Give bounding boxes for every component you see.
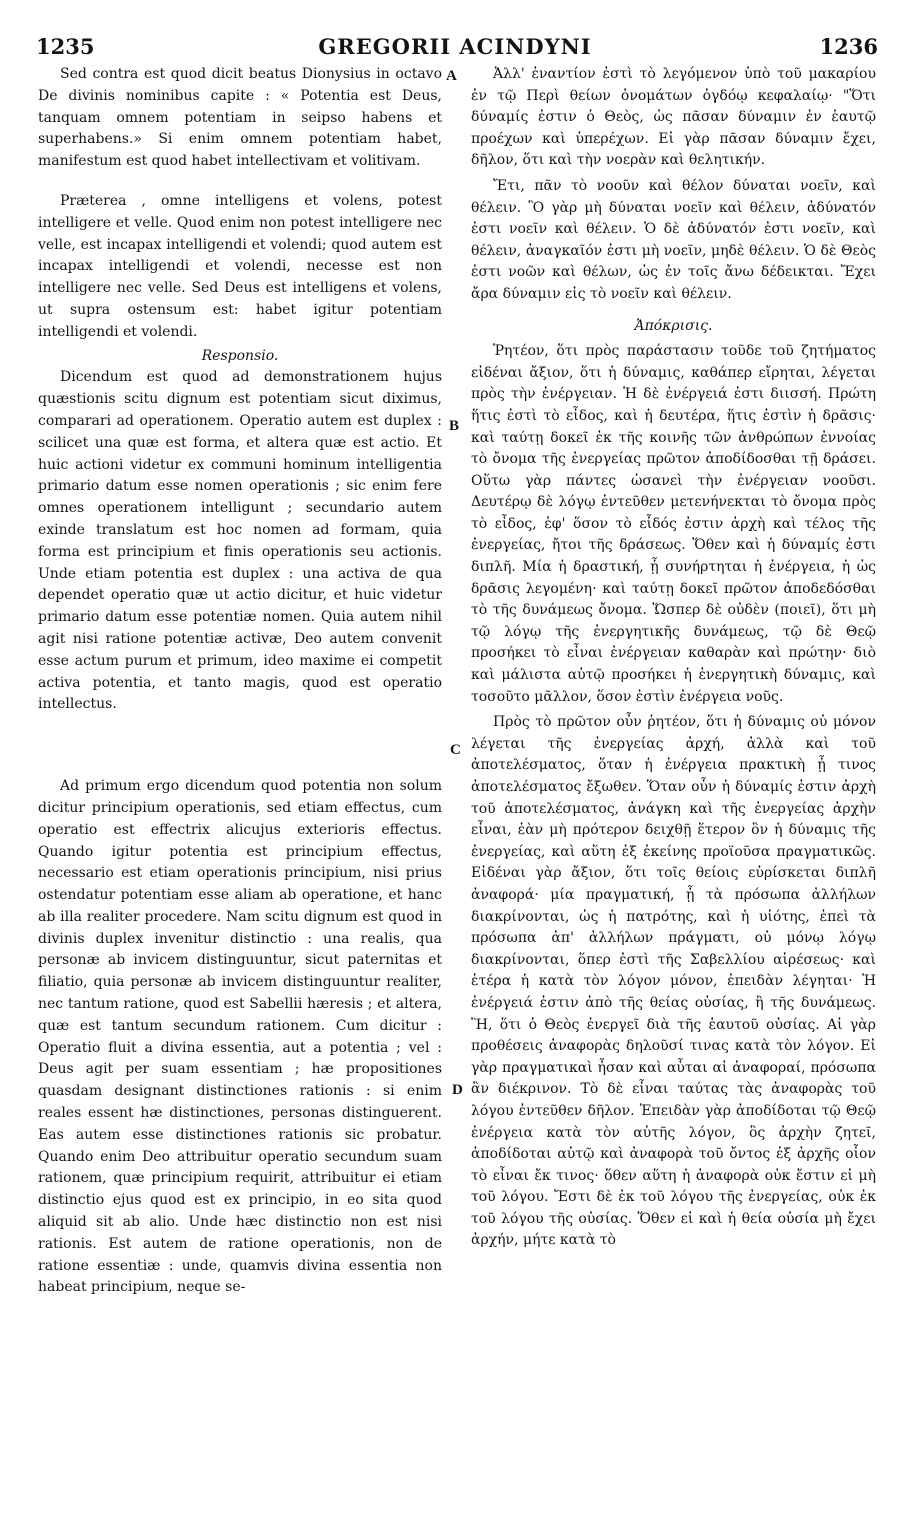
latin-responsio-heading: Responsio. xyxy=(201,347,279,364)
greek-eti: Ἔτι, πᾶν τὸ νοοῦν καὶ θέλον δύναται νοεῖν, καὶ θέλειν. Ὃ γὰρ μὴ δύναται νοεῖν καὶ θέλειν, ἀδύνατόν ἐστι νοεῖν καὶ θέλειν. Ὁ δὲ ἀδύνατόν ἐστι νοεῖν, καὶ θέλειν, ἀναγκαῖόν ἐστι μὴ νοεῖν, μηδὲ θέλειν. Ὁ δὲ Θεὸς ἐστι νοῶν καὶ θέλων, ὡς ἐν τοῖς ἄνω δέδεικται. Ἔχει ἄρα δύναμιν εἰς τὸ νοεῖν καὶ θέλειν. xyxy=(471,177,876,302)
greek-column xyxy=(471,64,876,1252)
latin-column xyxy=(38,64,442,1299)
section-marker-c: C xyxy=(450,742,461,758)
greek-pros-to-proton: Πρὸς τὸ πρῶτον οὖν ῥητέον, ὅτι ἡ δύναμις οὐ μόνον λέγεται τῆς ἐνεργείας ἀρχή, ἀλλὰ καὶ τοῦ ἀποτελέσματος, ὅταν ἡ ἐνέργεια πρακτικὴ ᾖ τινος ἀποτελέσματος ἔξωθεν. Ὅταν οὖν ἡ δύναμίς ἐστιν ἀρχὴ τοῦ ἀποτελέσματος, ἀνάγκη καὶ τῆς ἐνεργείας ἀρχὴν εἶναι, ἐὰν μὴ πρότερον δειχθῇ ἕτερον ὂν ἡ δύναμις τῆς ἐνεργείας, καὶ αὕτη ἐξ ἐκείνης προϊοῦσα πραγματικῶς. Εἰδέναι γὰρ ἄξιον, ὅτι τοῖς θείοις εὑρίσκεται διπλῆ ἀναφορά· μία πραγματική, ᾗ τὰ πρόσωπα ἀλλήλων διακρίνονται, ὡς ἡ πατρότης, καὶ ἡ υἱότης, ἐπεὶ τὰ πρόσωπα ἀπ' ἀλλήλων πράγματι, οὐ μόνῳ λόγῳ διακρίνονται, ὅπερ ἐστὶ τῆς Σαβελλίου αἱρέσεως· καὶ ἑτέρα ἡ κατὰ τὸν λόγον μόνον, ἐπειδὰν λέγηται· Ἡ ἐνέργειά ἐστιν ἀπὸ τῆς θείας οὐσίας, ἢ τῆς δυνάμεως. Ἢ, ὅτι ὁ Θεὸς ἐνεργεῖ διὰ τῆς ἑαυτοῦ οὐσίας. Αἱ γὰρ προθέσεις ἀναφορὰς δηλοῦσί τινας κατὰ τὸν λόγον. Εἰ γὰρ πραγματικαὶ ἦσαν καὶ αὗται αἱ ἀναφοραί, πρόσωπα ἂν διέκρινον. Τὸ δὲ εἶναι ταύτας τὰς ἀναφορὰς τοῦ λόγου ἐντεῦθεν δῆλον. Ἐπειδὰν γὰρ ἀποδίδοται τῷ Θεῷ ἐνέργεια κατὰ τὸν αὐτῆς λόγον, ὃς ἀρχὴν ζητεῖ, ἀποδίδοται αὐτῷ καὶ ἀναφορὰ τοῦ ὄντος ἐξ ἀρχῆς οἷον τὸ εἶναι ἔκ τινος· ὅθεν αὕτη ἡ ἀναφορὰ οὐκ ἔστιν εἰ μὴ τοῦ λόγου. Ἔστι δὲ ἐκ τοῦ λόγου τῆς ἐνεργείας, οὐκ ἐκ τοῦ λόγου τῆς οὐσίας. Ὅθεν εἰ καὶ ἡ θεία οὐσία μὴ ἔχει ἀρχήν, μήτε κατὰ τὸ xyxy=(471,714,876,1249)
running-title: GREGORII ACINDYNI xyxy=(318,34,592,59)
greek-alla-enantion: Ἀλλ' ἐναντίον ἐστὶ τὸ λεγόμενον ὑπὸ τοῦ μακαρίου ἐν τῷ Περὶ θείων ὀνομάτων ὀγδόῳ κεφαλαίῳ· "Ὅτι δύναμίς ἐστιν ὁ Θεὸς, ὡς πᾶσαν δύναμιν ἐν ἑαυτῷ προέχων καὶ ὑπερέχων. Εἰ γὰρ πᾶσαν δύναμιν ἔχει, δῆλον, ὅτι καὶ τὴν νοερὰν καὶ θελητικήν. xyxy=(471,66,876,169)
greek-apokrisis-body: Ῥητέον, ὅτι πρὸς παράστασιν τοῦδε τοῦ ζητήματος εἰδέναι ἄξιον, ὅτι ἡ δύναμις, καθάπερ εἴρηται, λέγεται πρὸς τὴν ἐνέργειαν. Ἡ δὲ ἐνέργειά ἐστι διισσή. Πρώτη ἥτις ἐστὶ τὸ εἶδος, καὶ ἡ δευτέρα, ἥτις ἐστὶν ἡ δρᾶσις· καὶ ταύτῃ δοκεῖ ἐκ τῆς κοινῆς τῶν ἀνθρώπων ἐννοίας τὸ ὄνομα τῆς ἐνεργείας πρῶτον ἀποδίδοσθαι τῇ δράσει. Οὕτω γὰρ πάντες ὡσανεὶ τὴν ἐνέργειαν νοοῦσι. Δευτέρῳ δὲ λόγῳ ἐντεῦθεν μετενήνεκται τὸ ὄνομα πρὸς τὸ εἶδος, ἐφ' ὅσον τὸ εἶδός ἐστιν ἀρχὴ καὶ τέλος τῆς ἐνεργείας, ἤτοι τῆς δράσεως. Ὅθεν καὶ ἡ δύναμίς ἐστι διπλῆ. Μία ἡ δραστική, ᾗ συνήρτηται ἡ ἐνέργεια, ἡ ὡς δρᾶσις λεγομένη· καὶ ταύτῃ δοκεῖ πρῶτον ἀποδεδόσθαι τὸ τῆς δυνάμεως ὄνομα. Ὥσπερ δὲ οὐδὲν (ποιεῖ), ὅτι μὴ τῷ λόγῳ τῆς ἐνεργητικῆς δυνάμεως, τῷ δὲ Θεῷ προσήκει τὸ εἶναι ἐνέργειαν καθαρὰν καὶ πρώτην· διὸ καὶ μάλιστα αὐτῷ προσήκει ἡ ἐνεργητικὴ δύναμις, καὶ τοσοῦτο μᾶλλον, ὅσον ἐστὶν ἐνέργεια νοῦς. xyxy=(471,343,876,705)
page-number-left: 1235 xyxy=(36,34,95,59)
page-number-right: 1236 xyxy=(819,34,878,59)
latin-praeterea: Præterea , omne intelligens et volens, potest intelligere et velle. Quod enim non potest intelligere nec velle, est incapax intelligendi et volendi; quod autem est incapax intelligendi et volendi, necesse est non intelligere nec velle. Sed Deus est intelligens et volens, ut supra ostensum est: habet igitur potentiam intelligendi et volendi. xyxy=(38,192,442,340)
section-marker-b: B xyxy=(449,418,460,434)
latin-responsio-body: Dicendum est quod ad demonstrationem hujus quæstionis scitu dignum est potentiam sicut diximus, comparari ad operationem. Operatio autem est duplex : scilicet una quæ est forma, et altera quæ est actio. Et huic actioni videtur ex communi hominum intelligentia primario datum esse nomen operationis ; sic enim fere omnes operationem intelligunt ; secundario autem exinde translatum est hoc nomen ad formam, quia forma est principium et finis operationis seu actionis. Unde etiam potentia est duplex : una activa de qua dependet operatio quæ ut actio dicitur, et huic videtur primario datum esse potentiæ nomen. Quia autem nihil agit nisi ratione potentiæ activæ, Deo autem convenit esse actum purum et primum, ideo maxime ei competit activa potentia, et tanto magis, quod est operatio intellectus. xyxy=(38,369,442,713)
section-marker-a: A xyxy=(446,68,457,84)
section-marker-d: D xyxy=(452,1082,463,1098)
running-header xyxy=(32,30,878,58)
latin-sed-contra: Sed contra est quod dicit beatus Dionysius in octavo De divinis nominibus capite : « Potentia est Deus, tanquam omnem potentiam in seipso habens et superhabens.» Si enim omnem potentiam habet, manifestum est quod habet intellectivam et volitivam. xyxy=(38,66,442,170)
latin-ad-primum: Ad primum ergo dicendum quod potentia non solum dicitur principium operationis, sed etiam effectus, cum operatio est effectrix alicujus exterioris effectus. Quando igitur potentia est principium effectus, necessario est etiam operationis principium, nisi prius ostendatur potentiam esse aliam ab operatione, et hanc ab illa realiter procedere. Nam scitu dignum est quod in divinis duplex invenitur distinctio : una realis, qua personæ ab invicem distinguuntur, sicut paternitas et filiatio, quia personæ ab invicem distinguuntur realiter, nec tantum ratione, quod est Sabellii hæresis ; et altera, quæ est tantum secundum rationem. Cum dicitur : Operatio fluit a divina essentia, aut a potentia ; vel : Deus agit per suam essentiam ; hæ propositiones quasdam designant distinctiones rationis : si enim reales essent hæ distinctiones, personas distinguerent. Eas autem esse distinctiones rationis sic probatur. Quando enim Deo attribuitur operatio secundum suam rationem, quæ principium requirit, attribuitur ei etiam distinctio ejus quod est ex principio, in eo sita quod aliquid sit ab alio. Unde hæc distinctio non est nisi rationis. Est autem de ratione operationis, non de ratione essentiæ : unde, quamvis divina essentia non habeat principium, neque se- xyxy=(38,778,442,1296)
greek-apokrisis-heading: Ἀπόκρισις. xyxy=(634,317,713,334)
